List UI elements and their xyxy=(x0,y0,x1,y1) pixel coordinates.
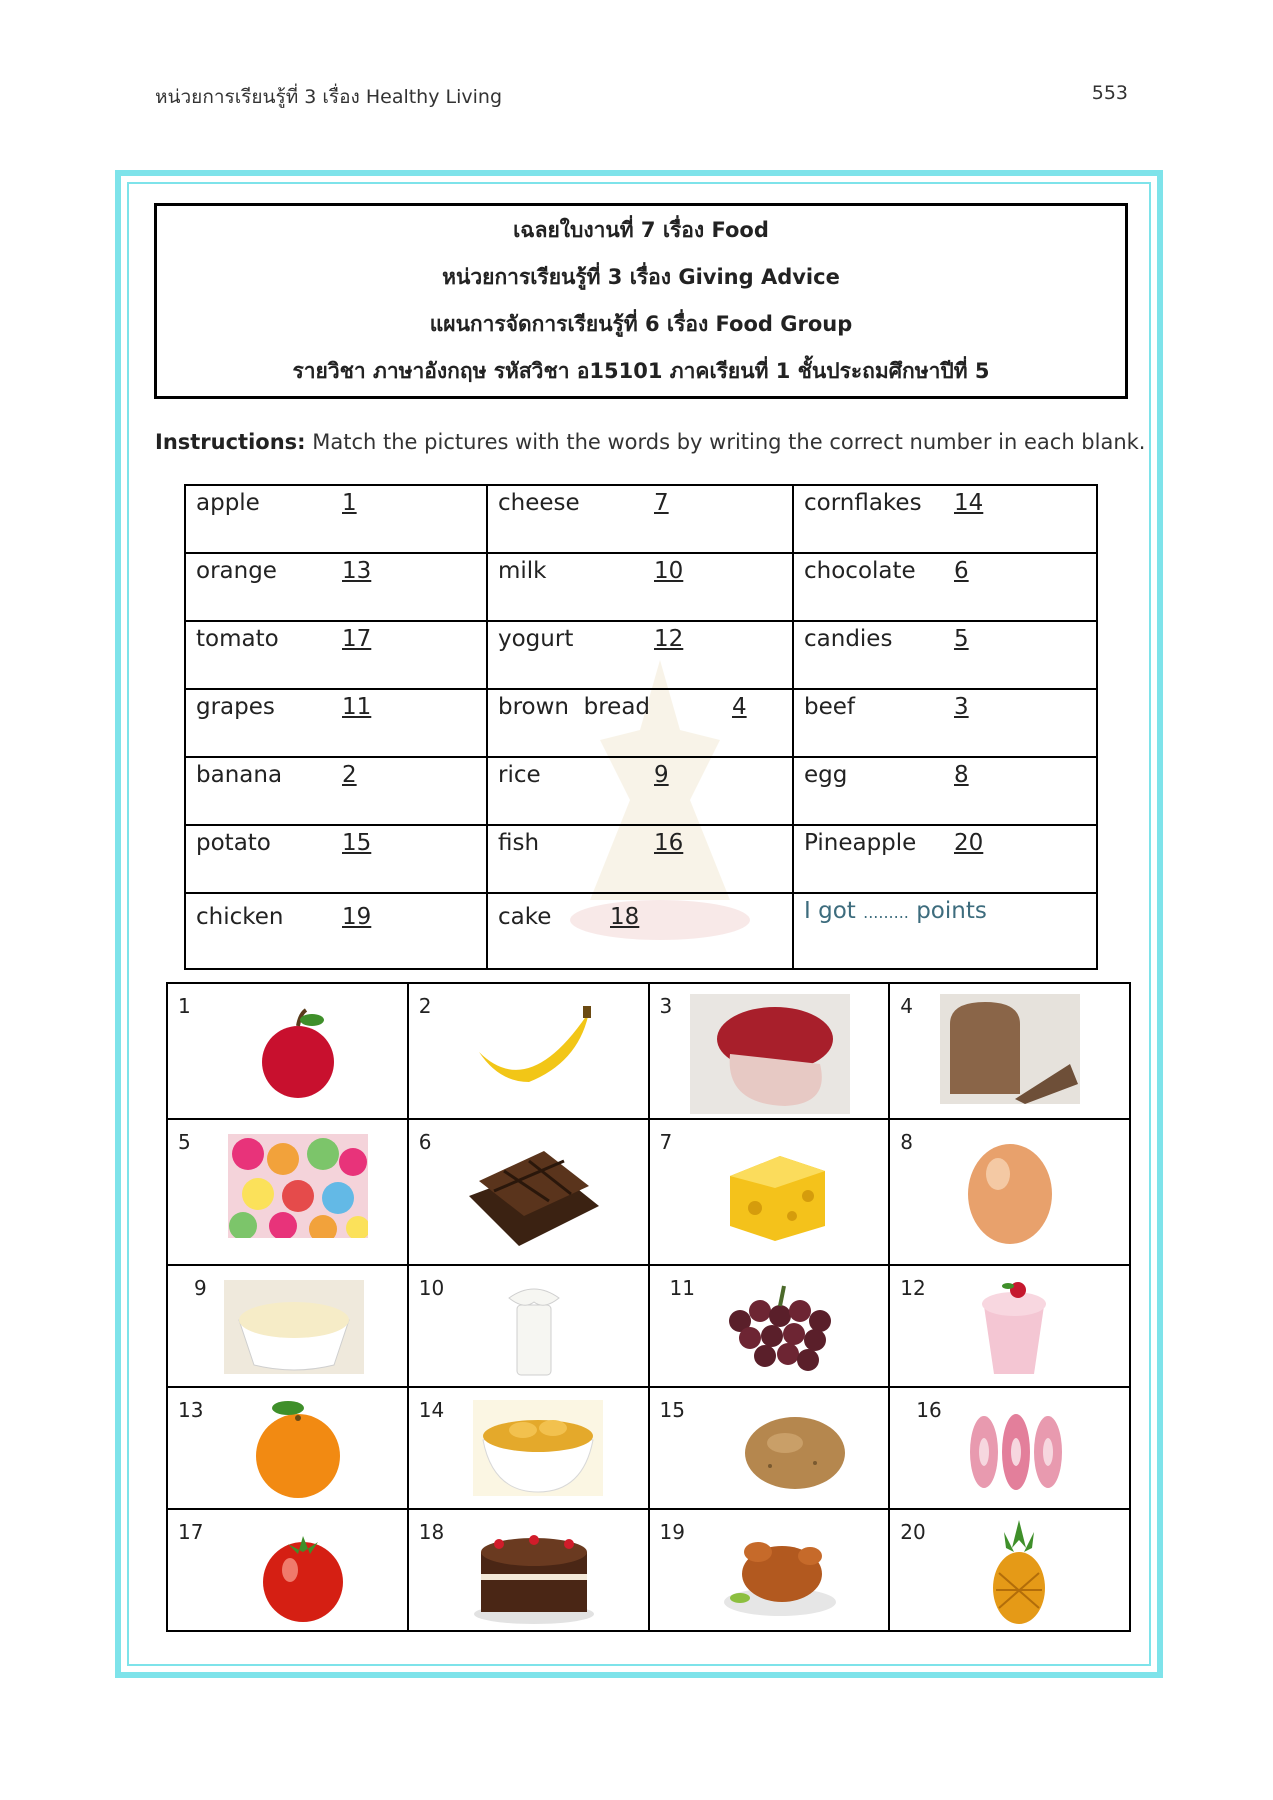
table-row xyxy=(167,1119,1130,1265)
title-line-4: รายวิชา ภาษาอังกฤษ รหัสวิชา อ15101 ภาคเรียนที่ 1 ชั้นประถมศึกษาปีที่ 5 xyxy=(292,359,990,383)
picture-number: 15 xyxy=(659,1398,685,1422)
candies-icon xyxy=(228,1134,368,1238)
cake-icon xyxy=(469,1522,599,1626)
tomato-icon xyxy=(258,1522,348,1626)
picture-cell xyxy=(408,1119,649,1265)
answer-number: 4 xyxy=(732,694,747,720)
picture-number: 2 xyxy=(418,994,432,1018)
table-row xyxy=(185,689,1097,757)
picture-number: 17 xyxy=(178,1520,204,1544)
food-word: potato xyxy=(196,830,271,856)
food-word: chocolate xyxy=(804,558,916,584)
picture-cell xyxy=(649,1387,890,1509)
picture-cell xyxy=(889,1119,1130,1265)
potato-icon xyxy=(740,1408,850,1498)
answer-number: 8 xyxy=(954,762,969,788)
answer-cell xyxy=(793,553,1097,621)
score-blank: ......... xyxy=(863,903,909,922)
picture-cell xyxy=(889,1509,1130,1631)
beef-icon xyxy=(690,994,850,1114)
food-word: egg xyxy=(804,762,848,788)
rice-icon xyxy=(224,1280,364,1374)
food-word: milk xyxy=(498,558,547,584)
answer-number: 19 xyxy=(342,904,372,930)
food-word: rice xyxy=(498,762,541,788)
answer-number: 3 xyxy=(954,694,969,720)
food-word: cake xyxy=(498,904,552,930)
food-word: chicken xyxy=(196,904,284,930)
brown-bread-icon xyxy=(940,994,1080,1104)
food-word: orange xyxy=(196,558,277,584)
picture-number: 19 xyxy=(659,1520,685,1544)
picture-number: 6 xyxy=(418,1130,432,1154)
answer-cell xyxy=(487,825,793,893)
instructions-label: Instructions: xyxy=(155,430,306,454)
answer-cell xyxy=(185,689,487,757)
picture-number: 14 xyxy=(418,1398,445,1422)
answer-cell xyxy=(185,485,487,553)
answer-table xyxy=(184,484,1098,970)
header-unit-title: หน่วยการเรียนรู้ที่ 3 เรื่อง Healthy Living xyxy=(155,86,503,108)
food-word: fish xyxy=(498,830,540,856)
title-line-1: เฉลยใบงานที่ 7 เรื่อง Food xyxy=(513,218,769,242)
picture-cell xyxy=(889,1265,1130,1387)
yogurt-icon xyxy=(974,1276,1054,1382)
picture-cell xyxy=(167,1265,408,1387)
egg-icon xyxy=(958,1134,1058,1250)
food-word: apple xyxy=(196,490,260,516)
picture-number: 3 xyxy=(659,994,673,1018)
picture-cell xyxy=(889,983,1130,1119)
picture-number: 5 xyxy=(178,1130,191,1154)
answer-number: 20 xyxy=(954,830,984,856)
picture-cell xyxy=(167,983,408,1119)
food-word: cheese xyxy=(498,490,580,516)
picture-number: 20 xyxy=(900,1520,926,1544)
chocolate-icon xyxy=(449,1136,599,1252)
picture-number: 18 xyxy=(418,1520,445,1544)
page-number: 553 xyxy=(1091,82,1128,104)
table-row xyxy=(185,893,1097,969)
table-row xyxy=(185,825,1097,893)
table-row xyxy=(185,621,1097,689)
food-word: yogurt xyxy=(498,626,574,652)
picture-cell xyxy=(167,1387,408,1509)
answer-cell xyxy=(185,893,487,969)
answer-cell xyxy=(487,757,793,825)
picture-cell xyxy=(408,1265,649,1387)
picture-cell xyxy=(649,1265,890,1387)
food-word: Pineapple xyxy=(804,830,917,856)
answer-cell xyxy=(185,825,487,893)
table-row xyxy=(167,1265,1130,1387)
answer-number: 12 xyxy=(654,626,684,652)
apple-icon xyxy=(248,1004,348,1104)
food-word: cornflakes xyxy=(804,490,922,516)
table-row xyxy=(185,757,1097,825)
score-suffix: points xyxy=(916,898,987,924)
instructions-text: Match the pictures with the words by writing the correct number in each blank. xyxy=(312,430,1146,454)
answer-number: 14 xyxy=(954,490,984,516)
picture-cell xyxy=(408,1387,649,1509)
table-row xyxy=(167,1509,1130,1631)
answer-number: 18 xyxy=(610,904,640,930)
picture-cell xyxy=(167,1509,408,1631)
picture-grid xyxy=(166,982,1131,1632)
picture-number: 13 xyxy=(178,1398,204,1422)
answer-number: 11 xyxy=(342,694,372,720)
answer-number: 7 xyxy=(654,490,669,516)
running-header xyxy=(155,82,1128,112)
title-line-2: หน่วยการเรียนรู้ที่ 3 เรื่อง Giving Advice xyxy=(442,265,840,289)
picture-number: 10 xyxy=(418,1276,445,1300)
picture-cell xyxy=(408,1509,649,1631)
answer-number: 2 xyxy=(342,762,357,788)
food-word: beef xyxy=(804,694,855,720)
answer-number: 16 xyxy=(654,830,684,856)
table-row xyxy=(167,983,1130,1119)
banana-icon xyxy=(469,1002,599,1102)
score-line xyxy=(804,898,987,924)
cornflakes-icon xyxy=(473,1400,603,1496)
answer-cell xyxy=(793,689,1097,757)
food-word: grapes xyxy=(196,694,275,720)
answer-cell xyxy=(185,553,487,621)
picture-number: 8 xyxy=(900,1130,913,1154)
answer-number: 17 xyxy=(342,626,372,652)
picture-number: 12 xyxy=(900,1276,926,1300)
answer-number: 9 xyxy=(654,762,669,788)
table-row xyxy=(167,1387,1130,1509)
instructions xyxy=(155,430,1145,454)
answer-cell xyxy=(185,621,487,689)
picture-cell xyxy=(889,1387,1130,1509)
answer-number: 6 xyxy=(954,558,969,584)
pineapple-icon xyxy=(984,1518,1054,1626)
picture-number: 4 xyxy=(900,994,913,1018)
chicken-icon xyxy=(720,1522,840,1622)
milk-icon xyxy=(499,1280,569,1380)
picture-cell xyxy=(408,983,649,1119)
picture-number: 7 xyxy=(659,1130,673,1154)
picture-number: 11 xyxy=(669,1276,695,1300)
food-word: brown bread xyxy=(498,694,651,720)
picture-cell xyxy=(649,983,890,1119)
picture-cell xyxy=(649,1509,890,1631)
grapes-icon xyxy=(720,1276,840,1382)
answer-number: 10 xyxy=(654,558,684,584)
answer-cell xyxy=(487,485,793,553)
cheese-icon xyxy=(720,1146,830,1242)
answer-number: 5 xyxy=(954,626,969,652)
answer-cell xyxy=(487,893,793,969)
picture-number: 9 xyxy=(194,1276,207,1300)
table-row xyxy=(185,485,1097,553)
picture-cell xyxy=(649,1119,890,1265)
food-word: candies xyxy=(804,626,893,652)
answer-number: 15 xyxy=(342,830,372,856)
answer-cell xyxy=(487,621,793,689)
food-word: tomato xyxy=(196,626,279,652)
score-prefix: I got xyxy=(804,898,856,924)
answer-number: 1 xyxy=(342,490,357,516)
answer-cell xyxy=(793,825,1097,893)
score-cell xyxy=(793,893,1097,969)
food-word: banana xyxy=(196,762,283,788)
answer-cell xyxy=(185,757,487,825)
title-line-3: แผนการจัดการเรียนรู้ที่ 6 เรื่อง Food Group xyxy=(429,312,853,336)
table-row xyxy=(185,553,1097,621)
answer-cell xyxy=(487,553,793,621)
answer-cell xyxy=(793,757,1097,825)
orange-icon xyxy=(248,1396,348,1504)
picture-number: 1 xyxy=(178,994,191,1018)
answer-key-title-box xyxy=(154,203,1128,399)
fish-icon xyxy=(966,1402,1066,1498)
picture-cell xyxy=(167,1119,408,1265)
answer-number: 13 xyxy=(342,558,372,584)
answer-cell xyxy=(487,689,793,757)
answer-cell xyxy=(793,621,1097,689)
picture-number: 16 xyxy=(916,1398,942,1422)
answer-cell xyxy=(793,485,1097,553)
